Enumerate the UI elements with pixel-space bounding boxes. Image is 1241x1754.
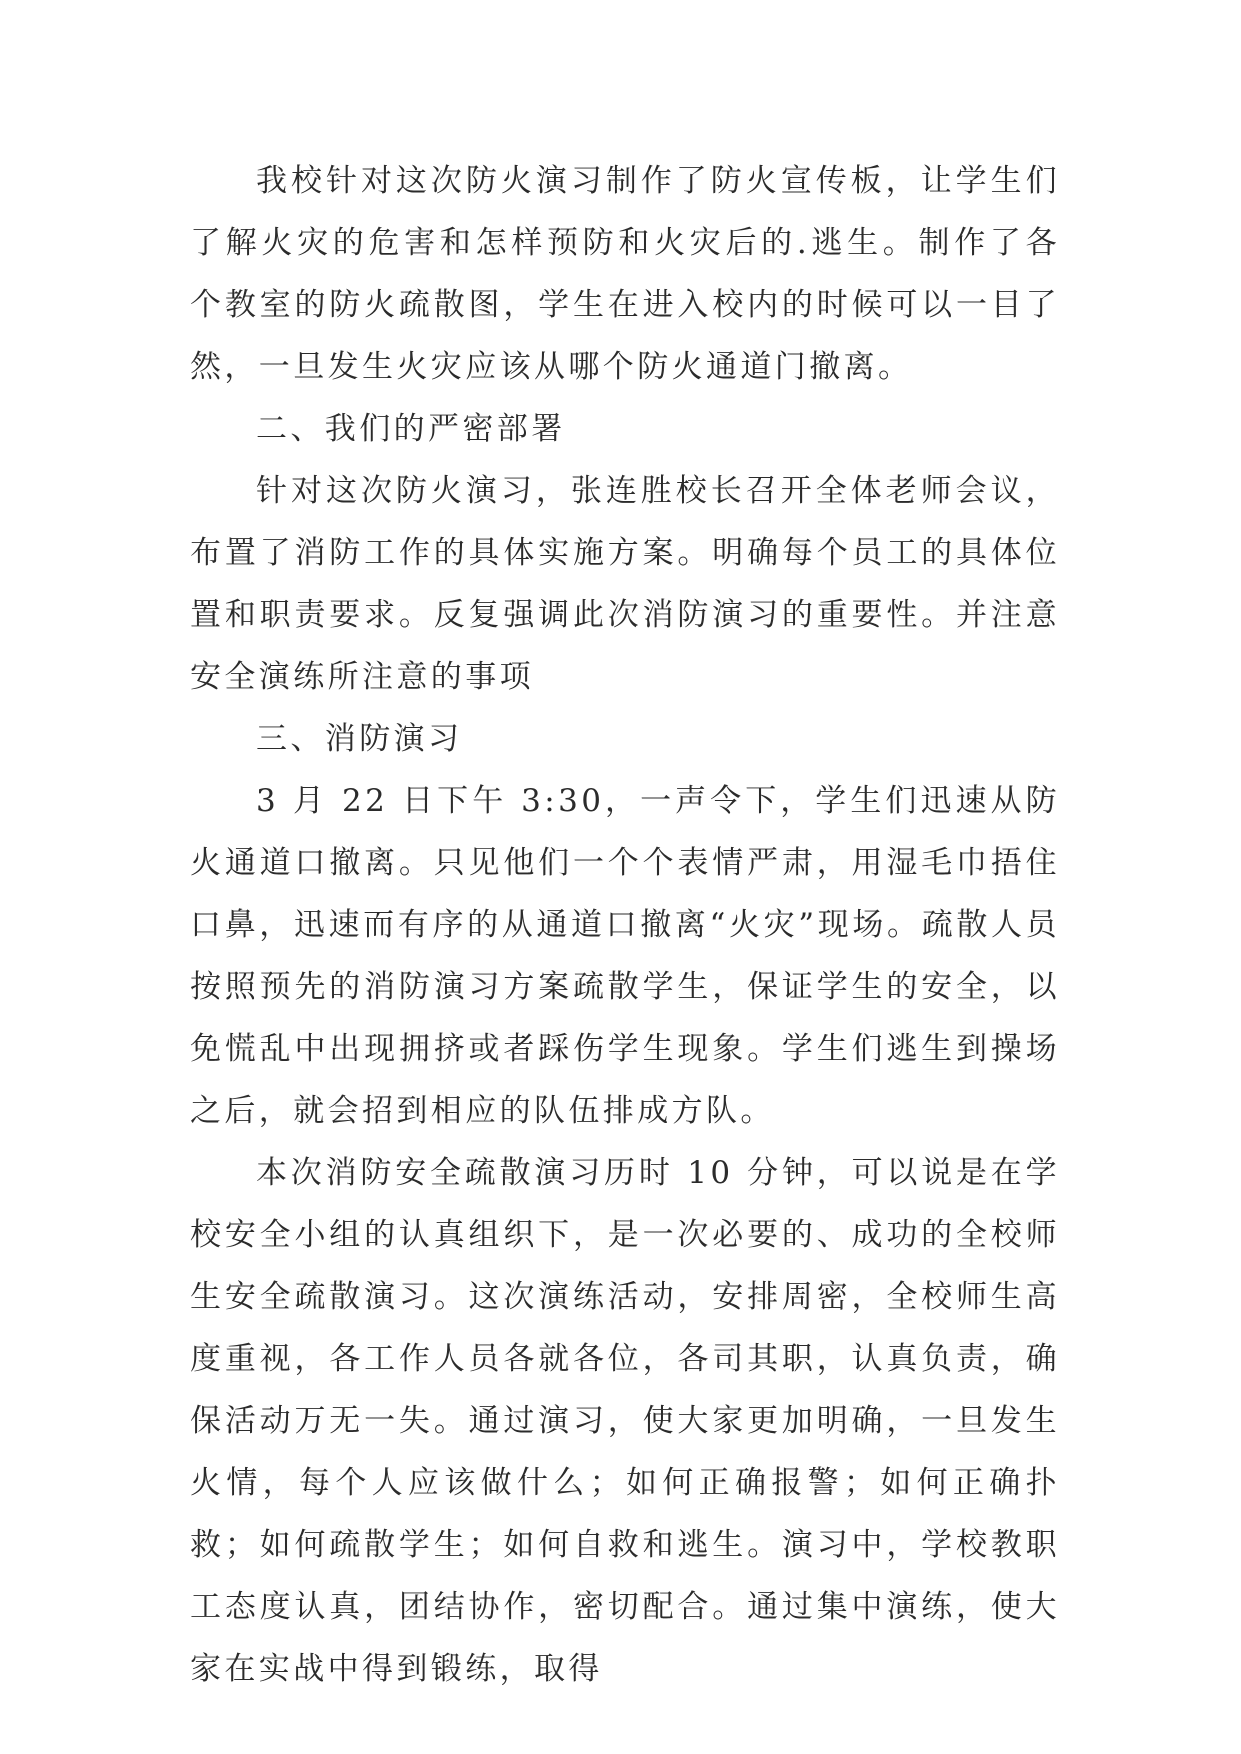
- paragraph-deployment: 针对这次防火演习，张连胜校长召开全体老师会议，布置了消防工作的具体实施方案。明确每个员工的具体位置和职责要求。反复强调此次消防演习的重要性。并注意安全演练所注意的事项: [190, 473, 1060, 695]
- paragraph-drill: 3 月 22 日下午 3:30，一声令下，学生们迅速从防火通道口撤离。只见他们一个个表情严肃，用湿毛巾捂住口鼻，迅速而有序的从通道口撤离“火灾”现场。疏散人员按照预先的消防演习方案疏散学生，保证学生的安全，以免慌乱中出现拥挤或者踩伤学生现象。学生们逃生到操场之后，就会招到相应的队伍排成方队。: [190, 783, 1060, 1129]
- section-heading-drill: 三、消防演习: [256, 721, 463, 757]
- paragraph-fire-publicity: 我校针对这次防火演习制作了防火宣传板，让学生们了解火灾的危害和怎样预防和火灾后的.逃生。制作了各个教室的防火疏散图，学生在进入校内的时候可以一目了然，一旦发生火灾应该从哪个防火通道门撤离。: [190, 163, 1060, 385]
- document-body: [190, 150, 1060, 1700]
- paragraph-summary: 本次消防安全疏散演习历时 10 分钟，可以说是在学校安全小组的认真组织下，是一次必要的、成功的全校师生安全疏散演习。这次演练活动，安排周密，全校师生高度重视，各工作人员各就各位，各司其职，认真负责，确保活动万无一失。通过演习，使大家更加明确，一旦发生火情，每个人应该做什么；如何正确报警；如何正确扑救；如何疏散学生；如何自救和逃生。演习中，学校教职工态度认真，团结协作，密切配合。通过集中演练，使大家在实战中得到锻练，取得: [190, 1155, 1060, 1687]
- section-heading-deployment: 二、我们的严密部署: [256, 411, 566, 447]
